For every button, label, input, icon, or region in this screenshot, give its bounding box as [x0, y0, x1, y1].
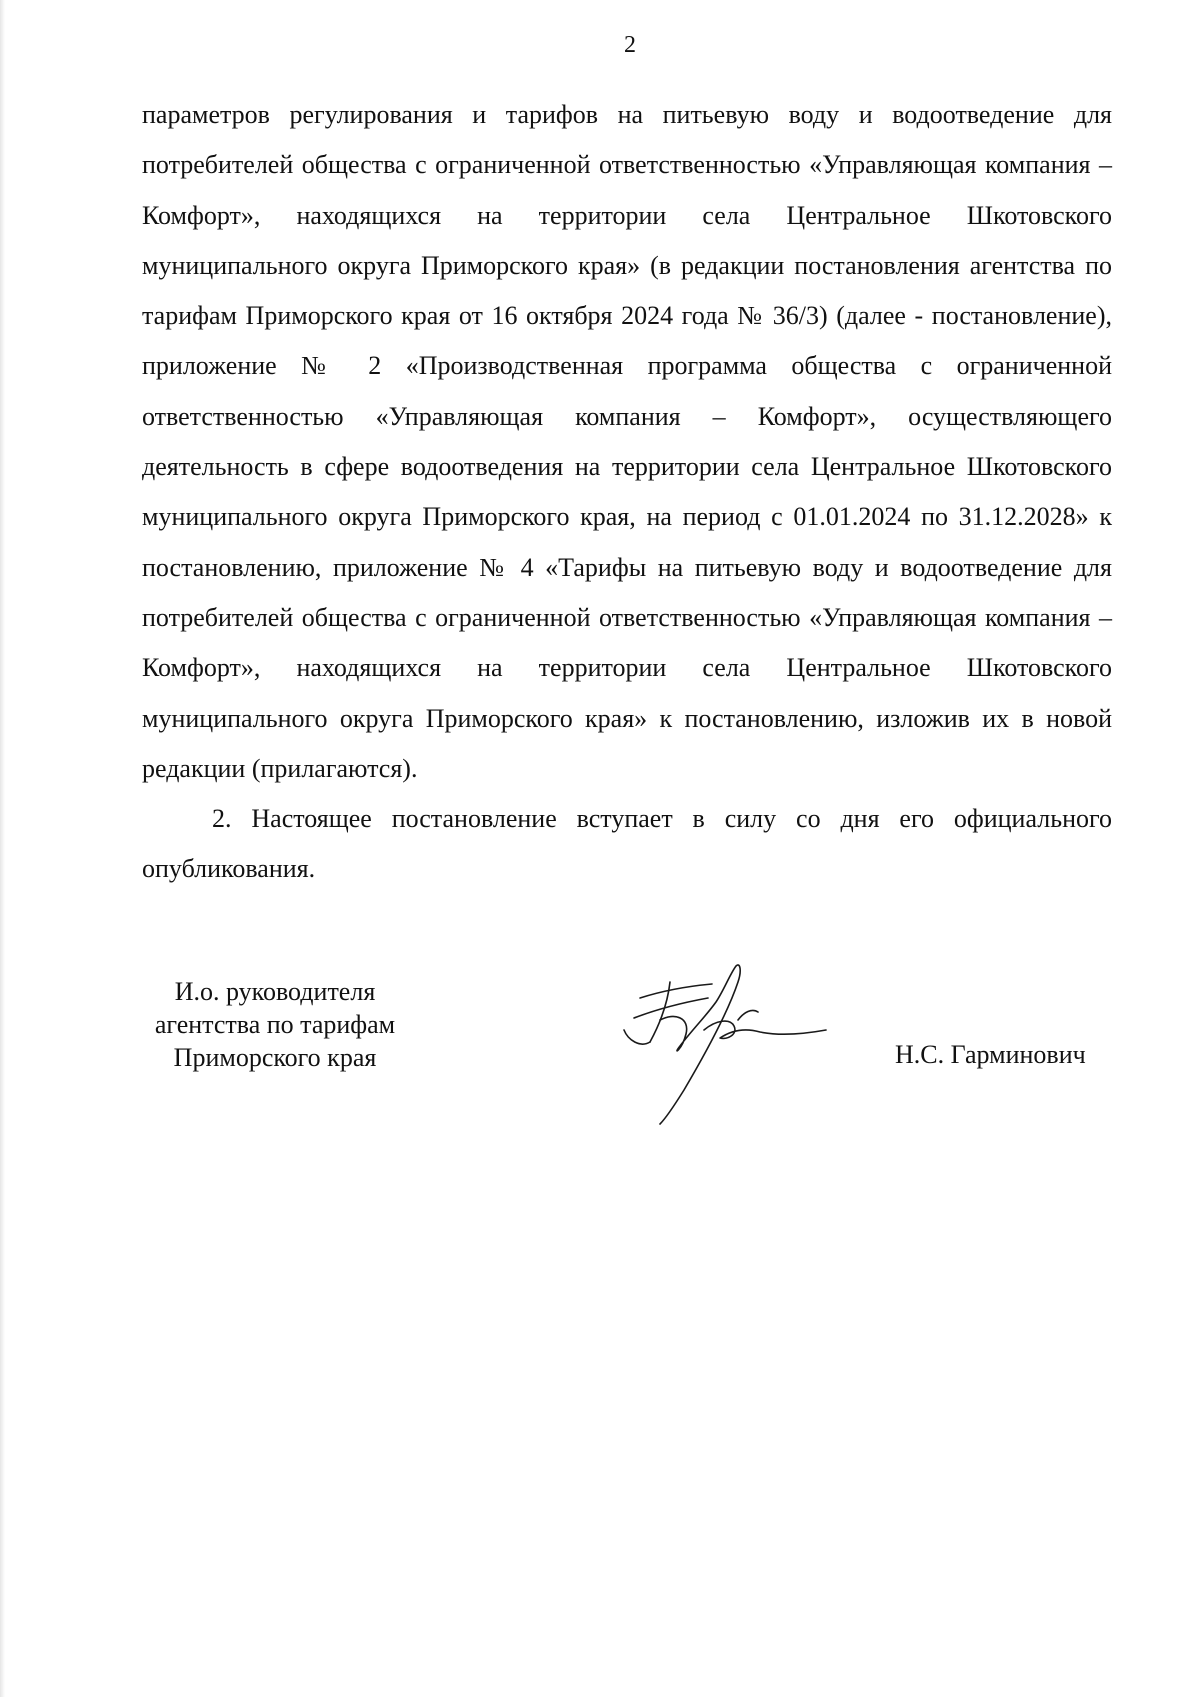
signatory-title-line: Приморского края: [173, 1043, 377, 1072]
page-number: 2: [624, 32, 636, 58]
signatory-name: Н.С. Гарминович: [895, 1040, 1086, 1069]
paragraph-continuation: параметров регулирования и тарифов на питьевую воду и водоотведение для потребителей общества с ограниченной ответственностью «Управляющая компания – Комфорт», находящихся на территории села Центральное Шкотовского муниципального округа Приморского края» (в редакции постановления агентства по тарифам Приморского края от 16 октября 2024 года № 36/3) (далее - постановление), приложение № 2 «Производственная программа общества с ограниченной ответственностью «Управляющая компания – Комфорт», осуществляющего деятельность в сфере водоотведения на территории села Центральное Шкотовского муниципального округа Приморского края, на период с 01.01.2024 по 31.12.2028» к постановлению, приложение № 4 «Тарифы на питьевую воду и водоотведение для потребителей общества с ограниченной ответственностью «Управляющая компания – Комфорт», находящихся на территории села Центральное Шкотовского муниципального округа Приморского края» к постановлению, изложив их в новой редакции (прилагаются).: [142, 100, 1112, 783]
scan-edge-shadow: [0, 0, 5, 1697]
paragraph-effective-date: 2. Настоящее постановление вступает в силу со дня его официального опубликования.: [142, 804, 1112, 884]
handwritten-signature: [620, 960, 830, 1125]
signatory-title-line: агентства по тарифам: [154, 1010, 396, 1039]
signatory-title: [120, 975, 430, 1074]
document-body: [142, 90, 1112, 895]
signatory-title-line: И.о. руководителя: [174, 977, 376, 1006]
